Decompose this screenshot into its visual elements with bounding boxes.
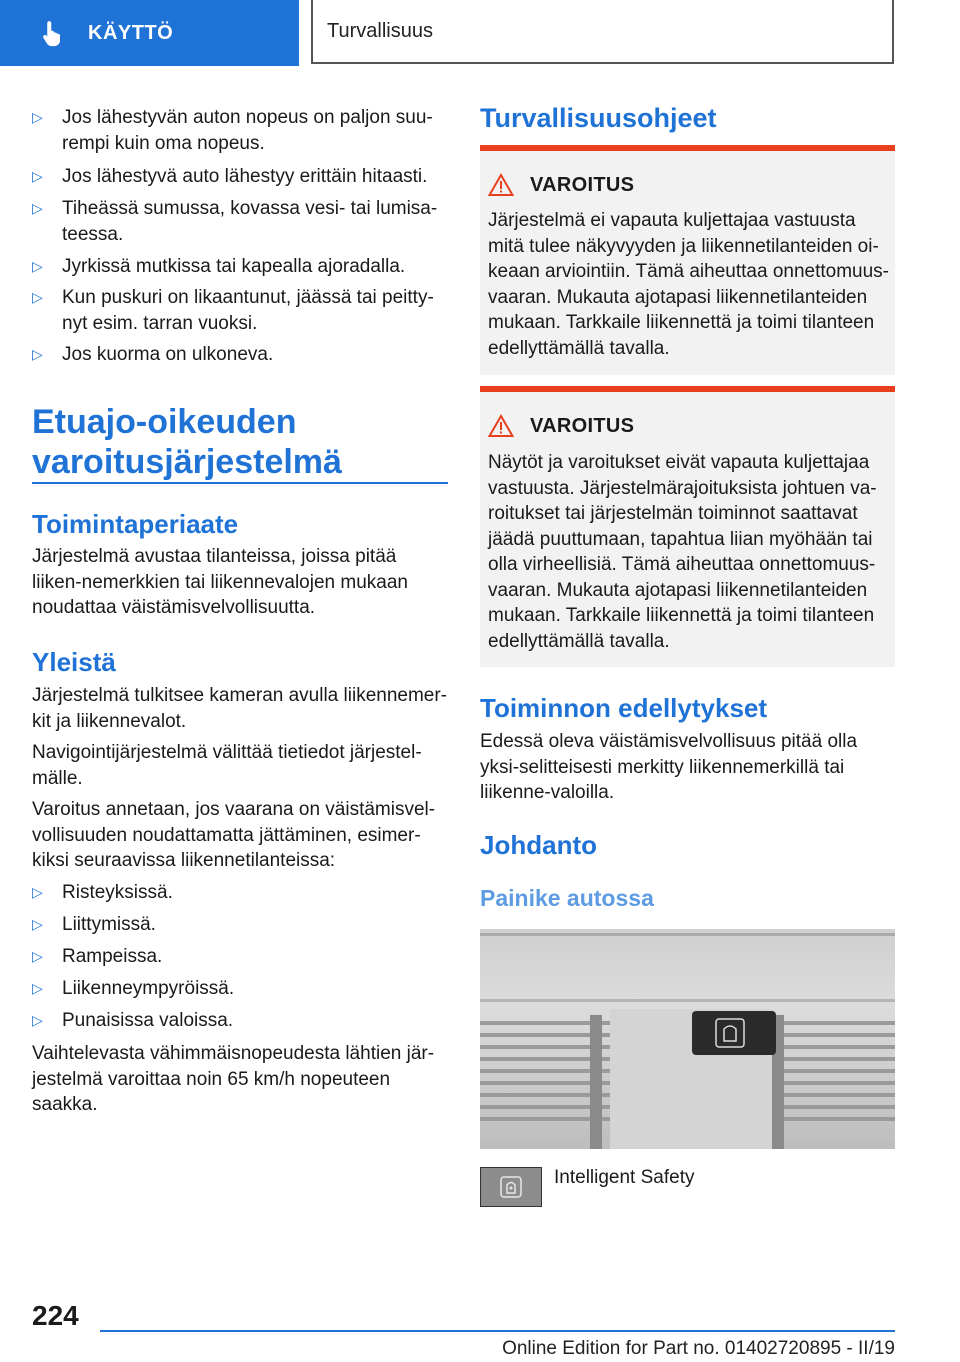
list-item: ▷ Jyrkissä mutkissa tai kapealla ajoradalla. xyxy=(32,254,448,280)
triangle-bullet-icon: ▷ xyxy=(32,948,43,964)
list-item: ▷ Jos lähestyvä auto lähestyy erittäin hitaasti. xyxy=(32,164,448,190)
footer-rule xyxy=(100,1330,895,1332)
list-item: ▷ Liikenneympyröissä. xyxy=(32,976,448,1002)
triangle-bullet-icon: ▷ xyxy=(32,289,43,305)
paragraph: Vaihtelevasta vähimmäisnopeudesta lähtien jär-jestelmä varoittaa noin 65 km/h nopeuteen saakka. xyxy=(32,1043,435,1115)
section-edellytykset xyxy=(480,693,895,723)
section-johdanto xyxy=(480,830,895,860)
section-label: KÄYTTÖ xyxy=(88,21,174,44)
list-item: ▷ Risteyksissä. xyxy=(32,880,448,906)
list-item: ▷ Kun puskuri on likaantunut, jäässä tai peitty-nyt esim. tarran vuoksi. xyxy=(32,287,434,334)
subheading: Turvallisuusohjeet xyxy=(480,103,717,133)
triangle-bullet-icon: ▷ xyxy=(32,916,43,932)
intelligent-safety-icon xyxy=(500,1176,522,1198)
subheading: Johdanto xyxy=(480,830,597,860)
subheading: Toimintaperiaate xyxy=(32,509,239,539)
list-item: ▷ Rampeissa. xyxy=(32,944,448,970)
paragraph: Edessä oleva väistämisvelvollisuus pitää olla yksi-selitteisesti merkitty liikennemerkillä tai liikenne-valoilla. xyxy=(480,731,858,803)
triangle-bullet-icon: ▷ xyxy=(32,980,43,996)
section-turvallisuusohjeet xyxy=(480,103,895,133)
subheading: Painike autossa xyxy=(480,885,654,911)
heading-rule xyxy=(32,482,448,484)
page-number: 224 xyxy=(32,1300,79,1331)
chapter-title: Turvallisuus xyxy=(327,19,433,42)
subheading: Toiminnon edellytykset xyxy=(480,693,768,723)
section-painike xyxy=(480,884,895,912)
section-toimintaperiaate xyxy=(32,509,448,539)
triangle-bullet-icon: ▷ xyxy=(32,1012,43,1028)
paragraph: Navigointijärjestelmä välittää tietiedot järjestel-mälle. xyxy=(32,742,422,789)
triangle-bullet-icon: ▷ xyxy=(32,168,43,184)
car-button-photo xyxy=(480,929,895,1149)
edition-text: Online Edition for Part no. 01402720895 - II/19 xyxy=(502,1338,895,1359)
hand-pointer-icon xyxy=(38,18,68,48)
triangle-bullet-icon: ▷ xyxy=(32,884,43,900)
list-item: ▷ Jos lähestyvän auton nopeus on paljon suu-rempi kuin oma nopeus. xyxy=(32,107,433,154)
warning-header xyxy=(488,414,634,438)
warning-label: VAROITUS xyxy=(530,414,635,437)
paragraph: Järjestelmä avustaa tilanteissa, joissa pitää liiken-nemerkkien tai liikennevalojen mukaan noudattaa väistämisvelvollisuutta. xyxy=(32,546,408,618)
main-heading: Etuajo-oikeuden varoitusjärjestelmä xyxy=(32,403,342,481)
subheading: Yleistä xyxy=(32,647,116,677)
list-item: ▷ Jos kuorma on ulkoneva. xyxy=(32,342,448,368)
chapter-header xyxy=(311,0,894,64)
paragraph: Varoitus annetaan, jos vaarana on väistämisvel-vollisuuden noudattamatta jättäminen, esimer-kiksi seuraavissa liikennetilanteissa: xyxy=(32,799,436,871)
triangle-bullet-icon: ▷ xyxy=(32,258,43,274)
warning-box xyxy=(480,145,895,375)
section-tab xyxy=(0,0,299,66)
list-item: ▷ Tiheässä sumussa, kovassa vesi- tai lumisa-teessa. xyxy=(32,198,438,245)
triangle-bullet-icon: ▷ xyxy=(32,109,43,125)
list-item: ▷ Liittymissä. xyxy=(32,912,448,938)
section-yleista xyxy=(32,647,448,677)
warning-header xyxy=(488,173,634,197)
paragraph: Järjestelmä tulkitsee kameran avulla liikennemer-kit ja liikennevalot. xyxy=(32,685,448,732)
list-item: ▷ Punaisissa valoissa. xyxy=(32,1008,448,1034)
triangle-bullet-icon: ▷ xyxy=(32,200,43,216)
intelligent-safety-button xyxy=(480,1167,542,1207)
warning-box xyxy=(480,386,895,667)
button-caption: Intelligent Safety xyxy=(554,1167,695,1188)
warning-text: Järjestelmä ei vapauta kuljettajaa vastuusta mitä tulee näkyvyyden ja liikennetilanteiden oi-keaan arviointiin. Tämä aiheuttaa onnettomuus-vaaran. Mukauta ajotapasi liikennetilanteiden mukaan. Tarkkaile liikennettä ja toimi tilanteen edellyttämällä tavalla. xyxy=(488,210,890,359)
triangle-bullet-icon: ▷ xyxy=(32,346,43,362)
warning-label: VAROITUS xyxy=(530,173,635,196)
warning-triangle-icon xyxy=(488,173,514,197)
warning-text: Näytöt ja varoitukset eivät vapauta kuljettajaa vastuusta. Järjestelmärajoituksista johtuen va-roitukset tai järjestelmän toiminnot saattavat jäädä puuttumaan, tapahtua liian myöhään tai olla virheellisiä. Tämä aiheuttaa onnettomuus-vaaran. Mukauta ajotapasi liikennetilanteiden mukaan. Tarkkaile liikennettä ja toimi tilanteen edellyttämällä tavalla. xyxy=(488,452,877,652)
warning-triangle-icon xyxy=(488,414,514,438)
